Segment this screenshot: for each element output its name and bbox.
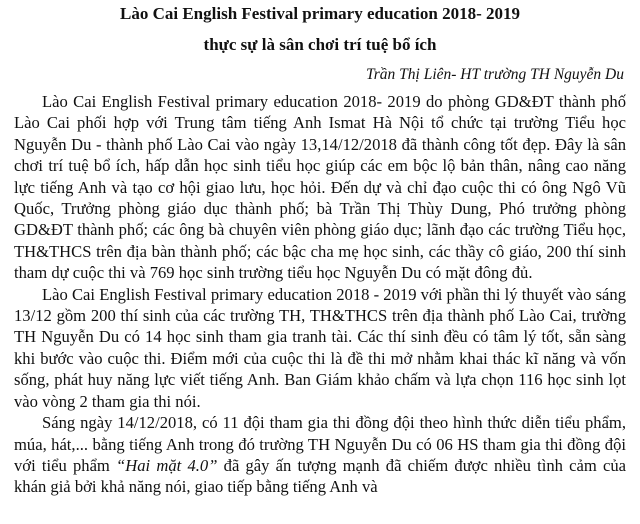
paragraph-3-text-before: Sáng ngày 14/12/2018, có 11 đội tham gia thi đồng đội theo hình thức diễn tiểu phẩm, múa, hát,... bằng tiếng Anh trong đó trường TH Nguyễn Du có 06 HS tham gia thi đồng đội với tiểu phẩm bbox=[14, 413, 626, 475]
title-line-2: thực sự là sân chơi trí tuệ bổ ích bbox=[203, 35, 437, 54]
skit-title: “Hai mặt 4.0” bbox=[116, 455, 218, 475]
paragraph-1: Lào Cai English Festival primary education 2018- 2019 do phòng GD&ĐT thành phố Lào Cai phối hợp với Trung tâm tiếng Anh Ismat Hà Nội tổ chức tại trường Tiểu học Nguyễn Du - thành phố Lào Cai vào ngày 13,14/12/2018 đã thành công tốt đẹp. Đây là sân chơi trí tuệ bổ ích, hấp dẫn học sinh tiểu học giúp các em bộc lộ bản thân, nâng cao năng lực tiếng Anh và tạo cơ hội giao lưu, học hỏi. Đến dự và chỉ đạo cuộc thi có ông Ngô Vũ Quốc, Trưởng phòng giáo dục thành phố; bà Trần Thị Thùy Dung, Phó trưởng phòng GD&ĐT thành phố; các ông bà chuyên viên phòng giáo dục; lãnh đạo các trường Tiểu học, TH&THCS trên địa bàn thành phố; các bậc cha mẹ học sinh, các thầy cô giáo, 200 thí sinh tham dự cuộc thi và 769 học sinh trường tiểu học Nguyễn Du có mặt đông đủ. bbox=[14, 92, 626, 283]
article-body bbox=[14, 91, 626, 498]
paragraph-3-text-after: đã gây ấn tượng mạnh đã chiếm được nhiều tình cảm của khán giả bởi khả năng nói, giao tiếp bằng tiếng Anh và bbox=[14, 455, 626, 497]
author-byline: Trần Thị Liên- HT trường TH Nguyễn Du bbox=[365, 66, 624, 83]
title-line-1: Lào Cai English Festival primary education 2018- 2019 bbox=[120, 4, 520, 23]
paragraph-2: Lào Cai English Festival primary education 2018 - 2019 với phần thi lý thuyết vào sáng 13/12 gồm 200 thí sinh của các trường TH, TH&THCS trên địa thành phố Lào Cai, trường TH Nguyễn Du có 14 học sinh tham gia tranh tài. Các thí sinh đều có tâm lý tốt, sẵn sàng khi bước vào cuộc thi. Điểm mới của cuộc thi là đề thi mở nhằm khai thác kĩ năng và vốn sống, phát huy năng lực viết tiếng Anh. Ban Giám khảo chấm và lựa chọn 116 học sinh lọt vào vòng 2 tham gia thi nói. bbox=[14, 284, 626, 411]
paragraph-3 bbox=[14, 412, 626, 498]
